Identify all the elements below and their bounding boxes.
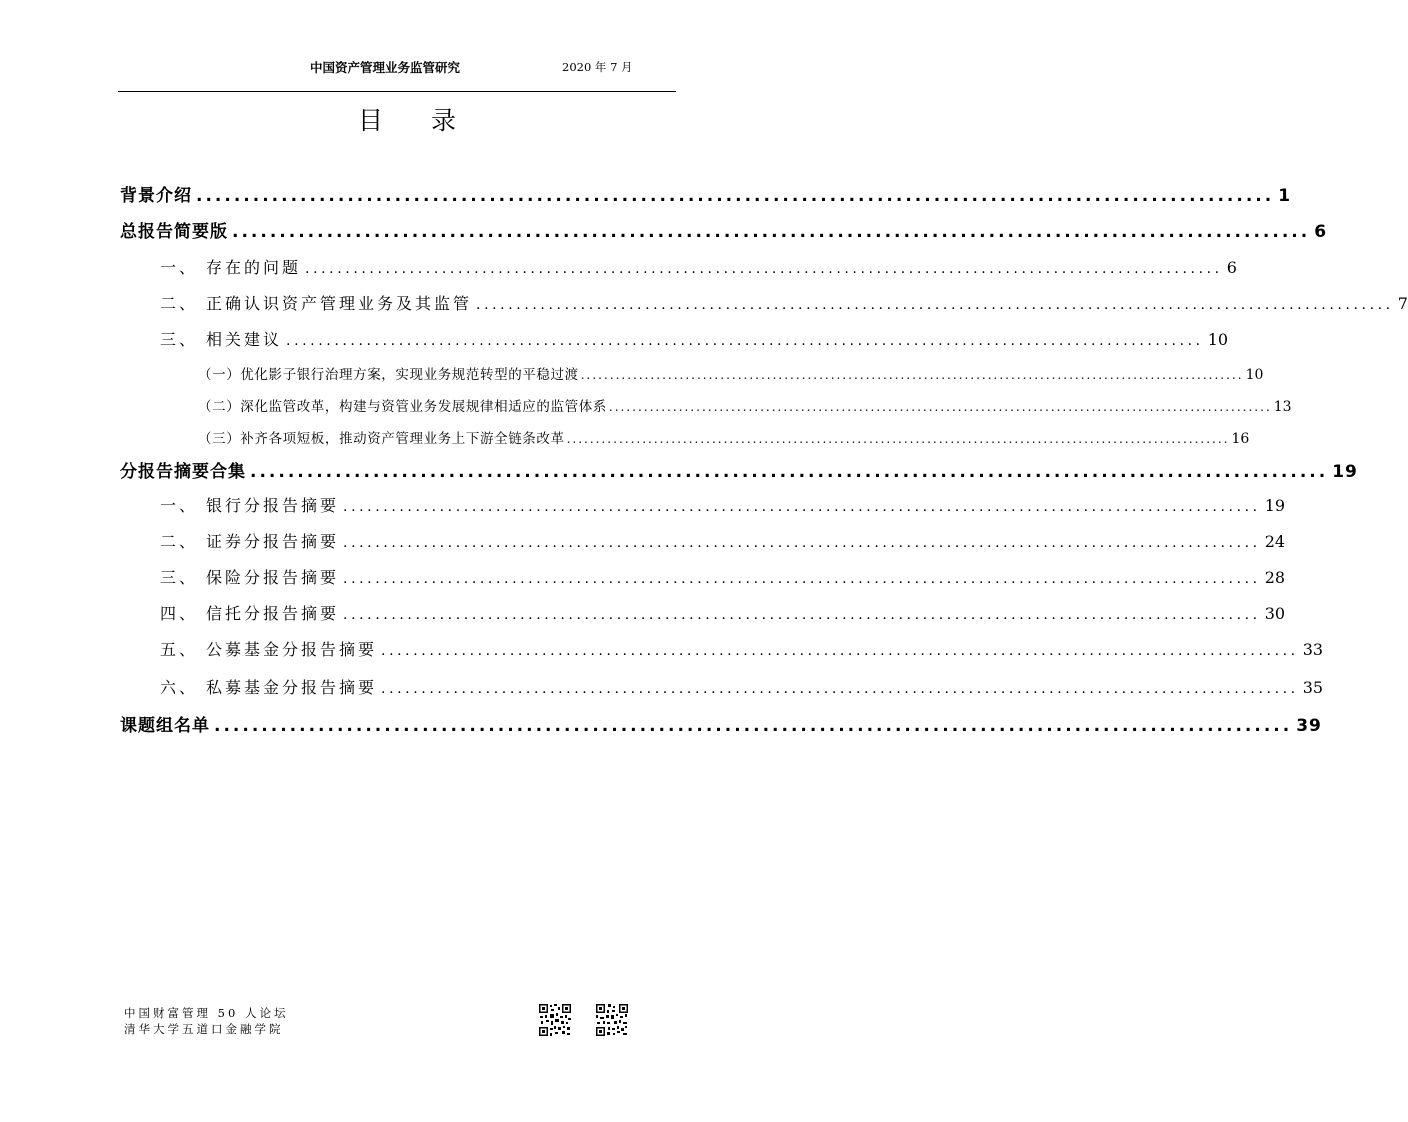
toc-entry-label: 存在的问题: [206, 258, 302, 277]
toc-page-number: 10: [1245, 367, 1264, 383]
footer-org-name: 中国财富管理 50 人论坛: [124, 1006, 289, 1020]
toc-leader-dots: ..................................................................................................................: [305, 261, 1223, 277]
toc-leader-dots: ..................................................................................................................: [381, 681, 1299, 697]
toc-entry-understanding[interactable]: [160, 291, 1408, 314]
toc-entry-bank[interactable]: [160, 493, 1286, 516]
toc-entry-securities[interactable]: [160, 529, 1286, 552]
toc-entry-label: 正确认识资产管理业务及其监管: [206, 294, 473, 313]
toc-page-number: 33: [1302, 640, 1324, 659]
toc-entry-label: （三）补齐各项短板，推动资产管理业务上下游全链条改革: [198, 431, 565, 447]
header-divider: [118, 91, 676, 92]
toc-page-number: 7: [1397, 294, 1408, 313]
toc-leader-dots: ..................................................................................................................: [381, 643, 1299, 659]
toc-entry-number: 二、: [160, 532, 199, 551]
toc-entry-insurance[interactable]: [160, 565, 1286, 588]
toc-page-number: 10: [1207, 330, 1229, 349]
toc-entry-number: 二、: [160, 294, 199, 313]
toc-leader-dots: ..................................................................................................................: [343, 499, 1261, 515]
toc-leader-dots: ..................................................................................................................: [476, 297, 1394, 313]
toc-entry-label: 分报告摘要合集: [120, 462, 246, 482]
toc-entry-regulatory-reform[interactable]: [198, 395, 1292, 415]
toc-page-number: 16: [1231, 431, 1250, 447]
toc-page-number: 39: [1296, 716, 1322, 736]
toc-entry-label: 证券分报告摘要: [206, 532, 340, 551]
toc-leader-dots: ..................................................................................................................: [608, 400, 1272, 414]
toc-entry-label: 总报告简要版: [120, 222, 228, 242]
toc-leader-dots: ..................................................................................................................: [343, 607, 1261, 623]
toc-entry-problems[interactable]: [160, 255, 1237, 278]
toc-page-number: 1: [1278, 186, 1292, 206]
toc-entry-number: 六、: [160, 678, 199, 697]
toc-leader-dots: ..................................................................................................................: [580, 368, 1244, 382]
toc-entry-number: 三、: [160, 568, 199, 587]
toc-page-number: 28: [1264, 568, 1286, 587]
toc-entry-number: 五、: [160, 640, 199, 659]
toc-entry-public-fund[interactable]: [160, 637, 1324, 660]
toc-entry-private-fund[interactable]: [160, 675, 1324, 698]
toc-title: 目 录: [358, 106, 476, 135]
toc-entry-summary-report[interactable]: [120, 217, 1328, 242]
toc-page-number: 6: [1226, 258, 1237, 277]
toc-leader-dots: ..................................................................................................................: [214, 716, 1293, 736]
toc-leader-dots: ..................................................................................................................: [343, 571, 1261, 587]
toc-leader-dots: ..................................................................................................................: [196, 186, 1275, 206]
toc-entry-sub-reports[interactable]: [120, 457, 1358, 482]
header-date: 2020 年 7 月: [562, 60, 633, 74]
toc-entry-label: 相关建议: [206, 330, 283, 349]
toc-page-number: 13: [1273, 399, 1292, 415]
footer-school-name: 清华大学五道口金融学院: [124, 1022, 284, 1036]
toc-entry-chain-reform[interactable]: [198, 427, 1250, 447]
qr-code-icon: [538, 1003, 572, 1037]
qr-code-icon: [595, 1003, 629, 1037]
toc-page-number: 6: [1314, 222, 1328, 242]
toc-entry-shadow-banking[interactable]: [198, 363, 1264, 383]
toc-leader-dots: ..................................................................................................................: [343, 535, 1261, 551]
toc-leader-dots: ..................................................................................................................: [566, 432, 1230, 446]
header-title: 中国资产管理业务监管研究: [310, 60, 461, 75]
toc-entry-number: 四、: [160, 604, 199, 623]
toc-entry-number: 一、: [160, 496, 199, 515]
toc-entry-label: 银行分报告摘要: [206, 496, 340, 515]
toc-entry-label: 信托分报告摘要: [206, 604, 340, 623]
toc-entry-label: 课题组名单: [120, 716, 210, 736]
toc-entry-members[interactable]: [120, 711, 1322, 736]
toc-entry-number: 一、: [160, 258, 199, 277]
toc-entry-label: 保险分报告摘要: [206, 568, 340, 587]
toc-page-number: 35: [1302, 678, 1324, 697]
toc-entry-background[interactable]: [120, 181, 1292, 206]
toc-entry-label: （二）深化监管改革，构建与资管业务发展规律相适应的监管体系: [198, 399, 607, 415]
toc-page-number: 19: [1332, 462, 1358, 482]
toc-entry-suggestions[interactable]: [160, 327, 1229, 350]
toc-entry-number: 三、: [160, 330, 199, 349]
toc-leader-dots: ..................................................................................................................: [286, 333, 1204, 349]
page-footer: [124, 1005, 288, 1037]
toc-page-number: 19: [1264, 496, 1286, 515]
toc-entry-label: （一）优化影子银行治理方案，实现业务规范转型的平稳过渡: [198, 367, 579, 383]
toc-entry-label: 公募基金分报告摘要: [206, 640, 378, 659]
toc-page-number: 24: [1264, 532, 1286, 551]
toc-entry-trust[interactable]: [160, 601, 1286, 624]
toc-entry-label: 私募基金分报告摘要: [206, 678, 378, 697]
toc-leader-dots: ..................................................................................................................: [250, 462, 1329, 482]
toc-entry-label: 背景介绍: [120, 186, 192, 206]
toc-leader-dots: ..................................................................................................................: [232, 222, 1311, 242]
toc-page-number: 30: [1264, 604, 1286, 623]
